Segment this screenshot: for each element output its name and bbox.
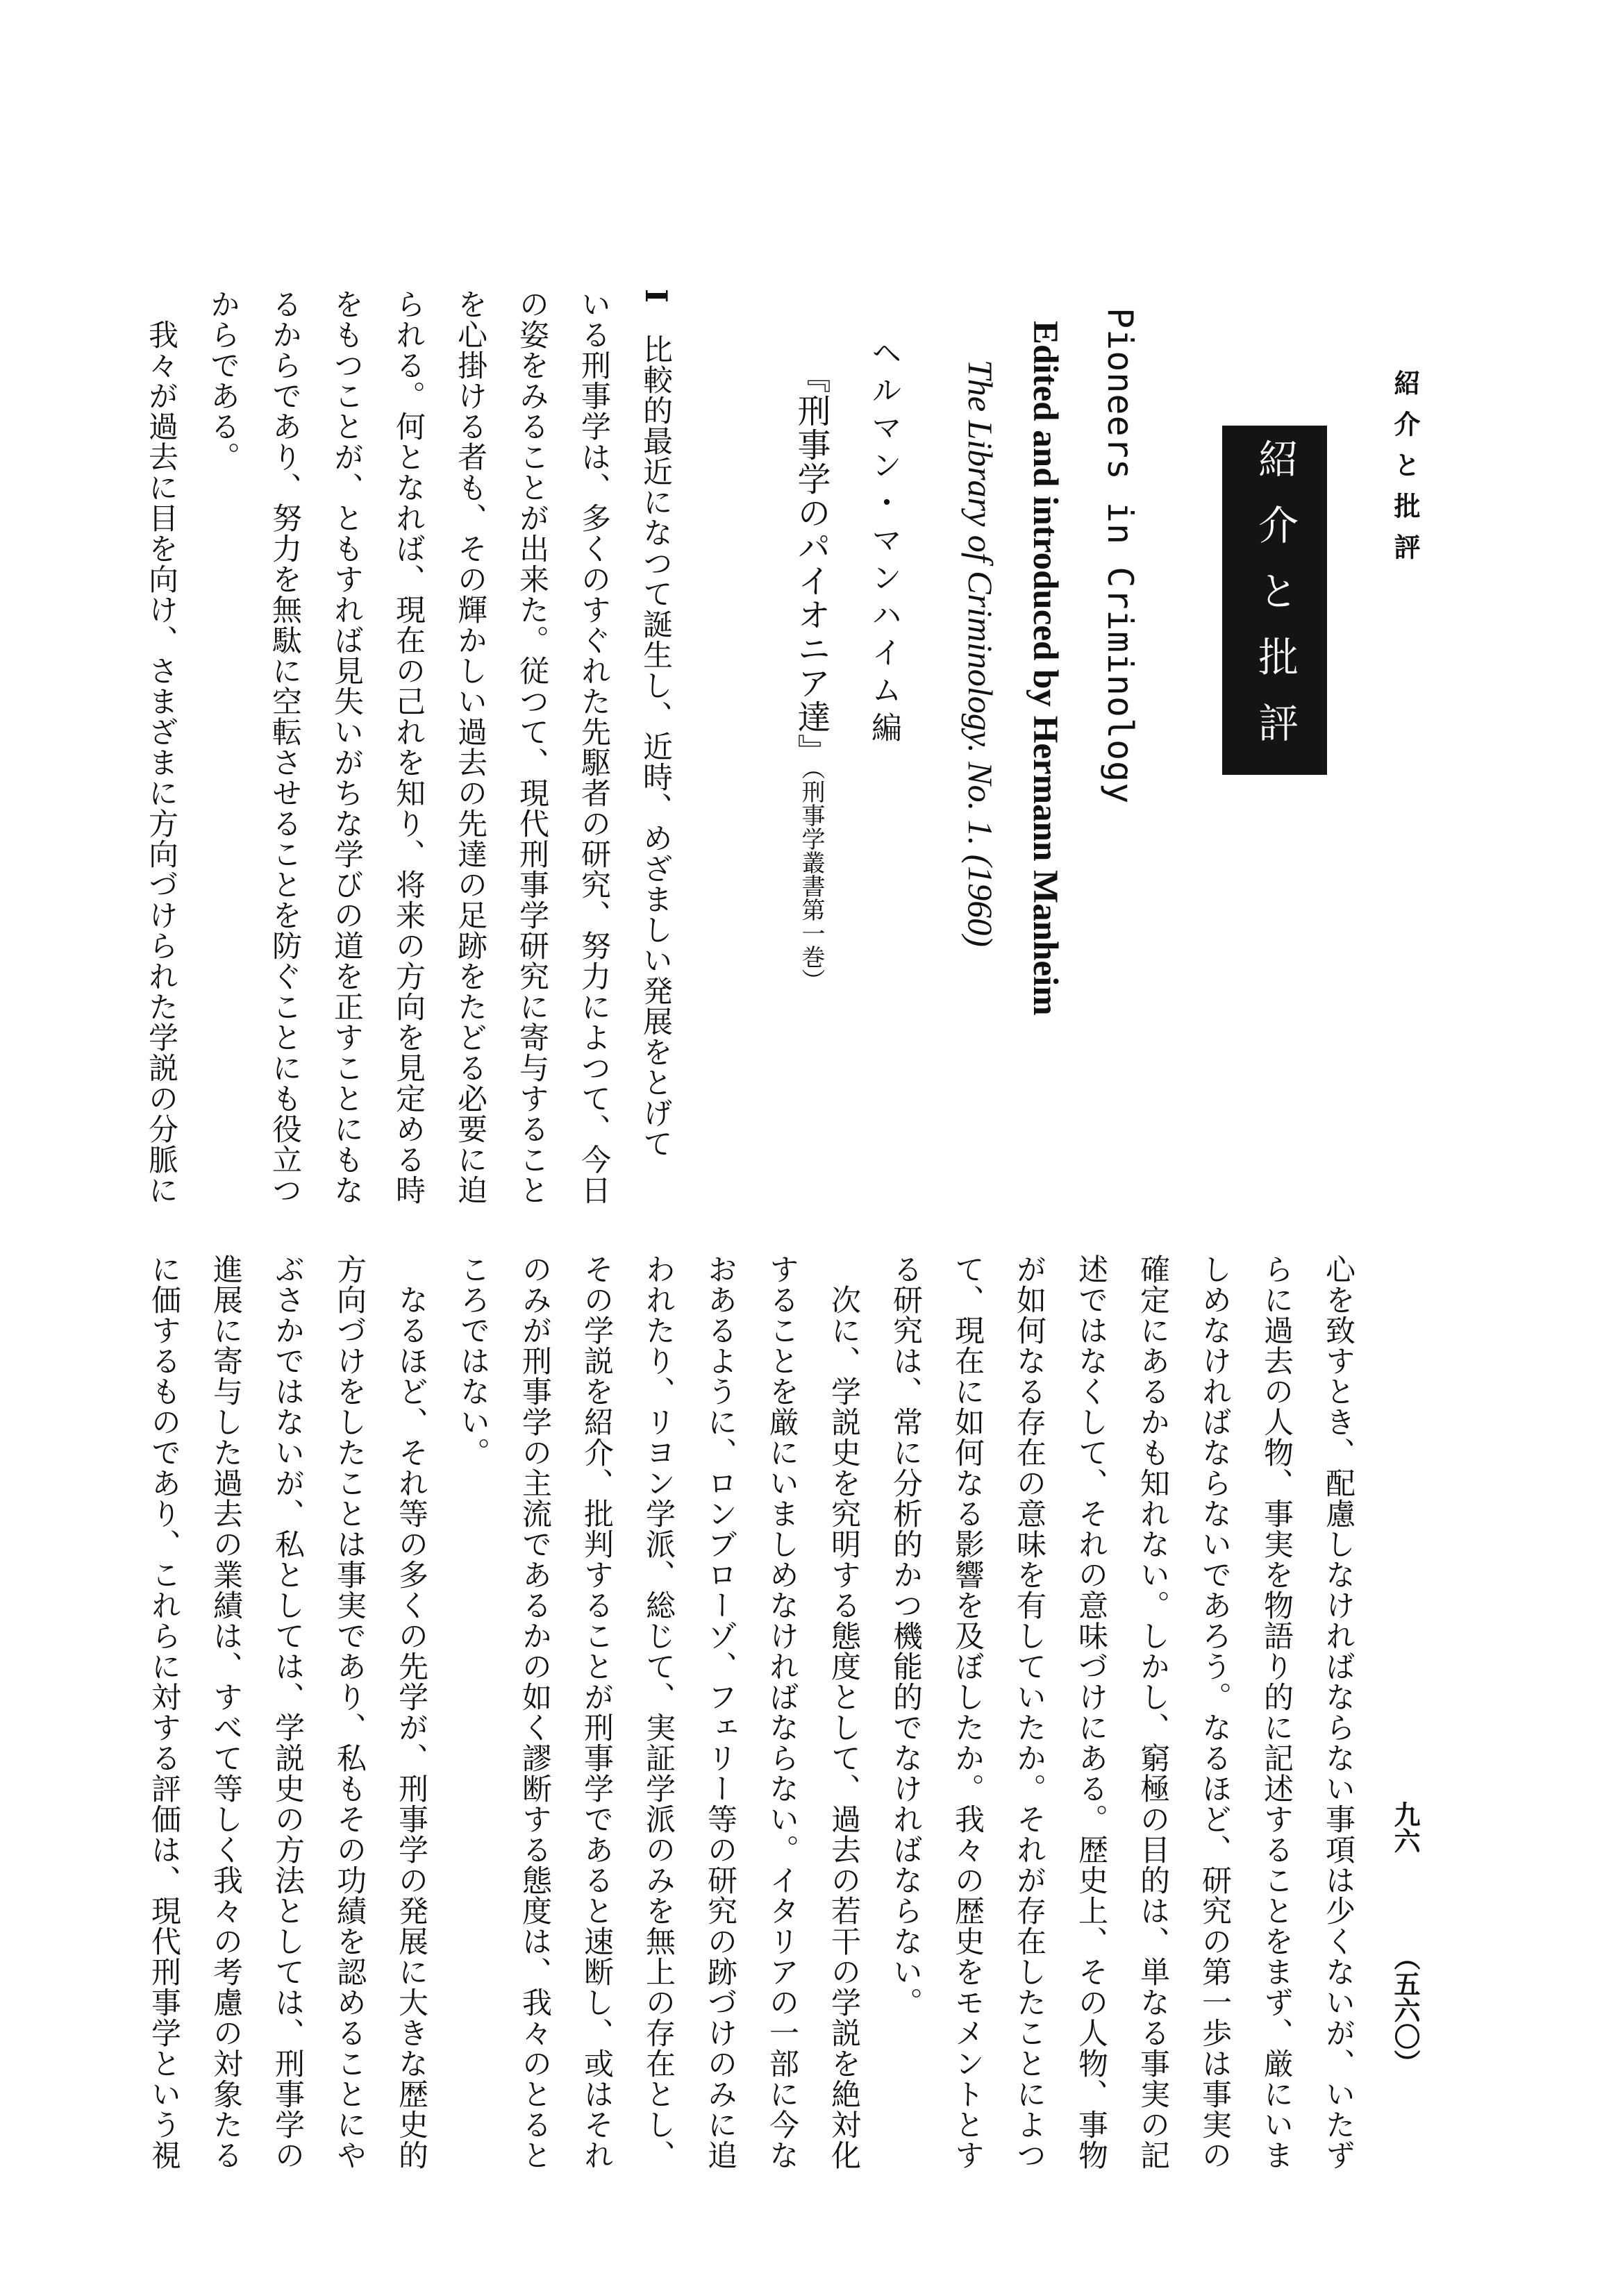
text-line: 我々が過去に目を向け、さまざまに方向づけられた学説の分脈に: [144, 289, 178, 1205]
text-line: ぶさかではないが、私としては、学説史の方法としては、刑事学の: [270, 1254, 305, 2170]
text-line: することを厳にいましめなければならない。イタリアの一部に今な: [765, 1254, 799, 2170]
text-line: なるほど、それ等の多くの先学が、刑事学の発展に大きな歴史的: [394, 1254, 428, 2170]
text-line: らに過去の人物、事実を物語り的に記述することをまず、厳にいま: [1259, 1254, 1294, 2170]
section-number: I: [638, 289, 673, 304]
text-line: からである。: [206, 289, 240, 472]
text-line: る研究は、常に分析的かつ機能的でなければならない。: [888, 1254, 923, 2018]
text-line: を心掛ける者も、その輝かしい過去の先達の足跡をたどる必要に迫: [453, 289, 487, 1205]
book-editor-jp: ヘルマン・マンハイム編: [866, 337, 901, 749]
text-line: のみが刑事学の主流であるかの如く謬断する態度は、我々のとると: [517, 1254, 552, 2170]
text-line: に価するものであり、これらに対する評価は、現代刑事学という視: [147, 1254, 181, 2170]
book-series-en: The Library of Criminology. No. 1. (1960): [961, 360, 1000, 947]
text-line: をもつことが、ともすれば見失いがちな学びの道を正すことにもな: [329, 289, 364, 1205]
book-series-jp: （刑事学叢書第一巻）: [797, 768, 825, 992]
text-line: が如何なる存在の意味を有していたか。それが存在したことによつ: [1012, 1254, 1046, 2170]
text-line: 確定にあるかも知れない。しかし、窮極の目的は、単なる事実の記: [1135, 1254, 1170, 2170]
book-title-jp: 『刑事学のパイオニア達』: [792, 360, 831, 768]
text-line: 次に、学説史を究明する態度として、過去の若干の学説を絶対化: [826, 1254, 861, 2170]
book-editor-en: Edited and introduced by Hermann Manheim: [1026, 321, 1065, 1016]
text-line: の姿をみることが出来た。従つて、現代刑事学研究に寄与すること: [515, 289, 549, 1205]
text-line-content: 比較的最近になつて誕生し、近時、めざましい発展をとげて: [638, 303, 673, 1159]
text-line: その学説を紹介、批判することが刑事学であると速断し、或はそれ: [579, 1254, 614, 2170]
total-page-number: （五六〇）: [1390, 1944, 1421, 2076]
section-title-box: [1222, 426, 1327, 775]
text-line: ころではない。: [456, 1254, 490, 1468]
text-line: 方向づけをしたことは事実であり、私もその功績を認めることにや: [332, 1254, 367, 2170]
page-number: 九六: [1390, 1801, 1421, 1854]
text-line: るからであり、努力を無駄に空転させることを防ぐことにも役立つ: [267, 289, 302, 1205]
text-line: られる。何となれば、現在の己れを知り、将来の方向を見定める時: [391, 289, 426, 1205]
text-line: いる刑事学は、多くのすぐれた先駆者の研究、努力によつて、今日: [576, 289, 611, 1205]
section-title: 紹介と批評: [1251, 438, 1299, 768]
text-line: しめなければならないであろう。なるほど、研究の第一歩は事実の: [1197, 1254, 1232, 2170]
text-line: おあるように、ロンブローゾ、フェリー等の研究の跡づけのみに追: [703, 1254, 737, 2170]
text-line: て、現在に如何なる影響を及ぼしたか。我々の歴史をモメントとす: [950, 1254, 985, 2170]
text-line: 述ではなくして、それの意味づけにある。歴史上、その人物、事物: [1074, 1254, 1108, 2170]
book-title-jp-block: [792, 360, 831, 992]
text-line: 心を致すとき、配慮しなければならない事項は少くないが、いたず: [1321, 1254, 1356, 2170]
running-header: 紹介と批評: [1390, 369, 1421, 574]
text-line: われたり、リヨン学派、総じて、実証学派のみを無上の存在とし、: [641, 1254, 676, 2170]
text-line: 進展に寄与した過去の業績は、すべて等しく我々の考慮の対象たる: [208, 1254, 243, 2170]
book-title-en: Pioneers in Criminology: [1100, 308, 1140, 805]
text-line: [640, 289, 671, 1159]
